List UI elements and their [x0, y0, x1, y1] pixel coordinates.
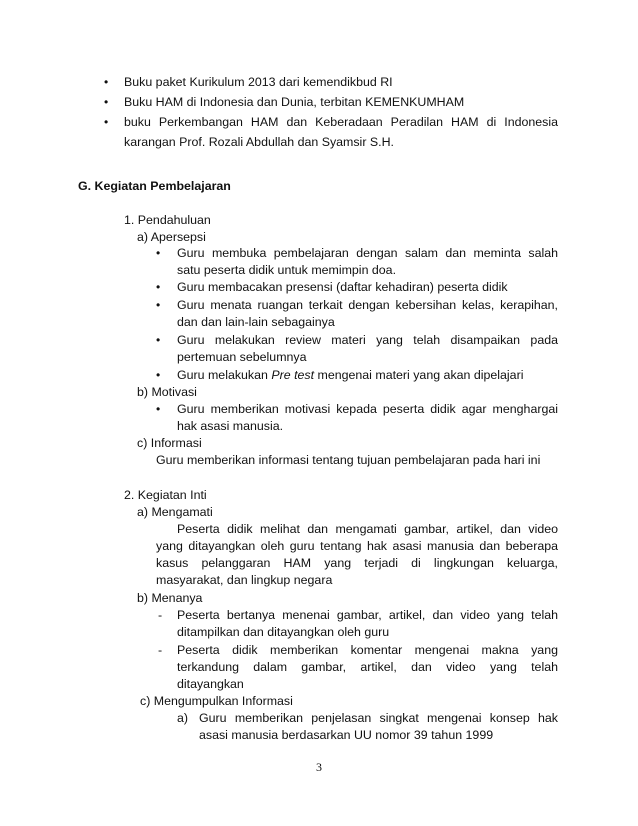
- paragraph-text: masyarakat, dan lingkup negara: [156, 573, 333, 587]
- page-number: 3: [316, 760, 322, 774]
- bullet-icon: •: [104, 115, 109, 129]
- dash-bullet: -: [158, 608, 163, 622]
- section-heading: G. Kegiatan Pembelajaran: [78, 179, 231, 193]
- bullet-text: asasi manusia berdasarkan UU nomor 39 tahun 1999: [199, 728, 494, 742]
- subsection-heading: 1. Pendahuluan: [124, 213, 211, 227]
- bullet-text: terkandung dalam gambar, artikel, dan video yang telah: [177, 660, 558, 674]
- bullet-text: Peserta didik memberikan komentar mengenai makna yang: [177, 643, 558, 657]
- bullet-icon: •: [104, 95, 109, 109]
- bullet-text: hak asasi manusia.: [177, 419, 284, 433]
- bullet-text: Buku paket Kurikulum 2013 dari kemendikbud RI: [124, 75, 393, 89]
- item-heading: a) Mengamati: [137, 505, 213, 519]
- bullet-text: Guru melakukan review materi yang telah disampaikan pada: [177, 333, 558, 347]
- bullet-text: Buku HAM di Indonesia dan Dunia, terbitan KEMENKUMHAM: [124, 95, 465, 109]
- bullet-text-part: Guru melakukan: [177, 368, 272, 382]
- bullet-text: Guru memberikan motivasi kepada peserta didik agar menghargai: [177, 402, 558, 416]
- bullet-icon: •: [104, 75, 109, 89]
- subsection-heading: 2. Kegiatan Inti: [124, 488, 207, 502]
- item-heading: c) Mengumpulkan Informasi: [140, 694, 293, 708]
- paragraph-text: Peserta didik melihat dan mengamati gambar, artikel, dan video: [177, 522, 558, 536]
- bullet-text: satu peserta didik untuk memimpin doa.: [177, 263, 397, 277]
- bullet-text: [177, 367, 523, 383]
- bullet-icon: •: [156, 298, 161, 312]
- bullet-text-part: mengenai materi yang akan dipelajari: [314, 368, 524, 382]
- bullet-icon: •: [156, 246, 161, 260]
- bullet-text: ditayangkan: [177, 677, 244, 691]
- paragraph-text: yang ditayangkan oleh guru tentang hak asasi manusia dan beberapa: [156, 539, 558, 553]
- bullet-text: buku Perkembangan HAM dan Keberadaan Peradilan HAM di Indonesia: [124, 115, 558, 129]
- bullet-text: ditampilkan dan ditayangkan oleh guru: [177, 625, 390, 639]
- bullet-text: dan dan lain-lain sebagainya: [177, 315, 335, 329]
- bullet-icon: •: [156, 333, 161, 347]
- paragraph-text: Guru memberikan informasi tentang tujuan pembelajaran pada hari ini: [156, 453, 541, 467]
- bullet-text: karangan Prof. Rozali Abdullah dan Syamsir S.H.: [124, 135, 394, 149]
- item-heading: b) Menanya: [137, 591, 203, 605]
- bullet-icon: •: [156, 280, 161, 294]
- bullet-icon: •: [156, 402, 161, 416]
- sub-item-label: a): [177, 711, 189, 725]
- pre-test-term: Pre test: [271, 368, 315, 382]
- bullet-text: Guru memberikan penjelasan singkat mengenai konsep hak: [199, 711, 558, 725]
- bullet-icon: •: [156, 368, 161, 382]
- bullet-text: Peserta bertanya menenai gambar, artikel, dan video yang telah: [177, 608, 558, 622]
- bullet-text: Guru membuka pembelajaran dengan salam dan meminta salah: [177, 246, 558, 260]
- item-heading: c) Informasi: [137, 436, 202, 450]
- bullet-text: Guru membacakan presensi (daftar kehadiran) peserta didik: [177, 280, 508, 294]
- bullet-text: pertemuan sebelumnya: [177, 350, 307, 364]
- paragraph-text: kasus pelanggaran HAM yang terjadi di lingkungan keluarga,: [156, 556, 558, 570]
- item-heading: a) Apersepsi: [137, 230, 206, 244]
- item-heading: b) Motivasi: [137, 385, 197, 399]
- bullet-text: Guru menata ruangan terkait dengan kebersihan kelas, kerapihan,: [177, 298, 558, 312]
- dash-bullet: -: [158, 643, 163, 657]
